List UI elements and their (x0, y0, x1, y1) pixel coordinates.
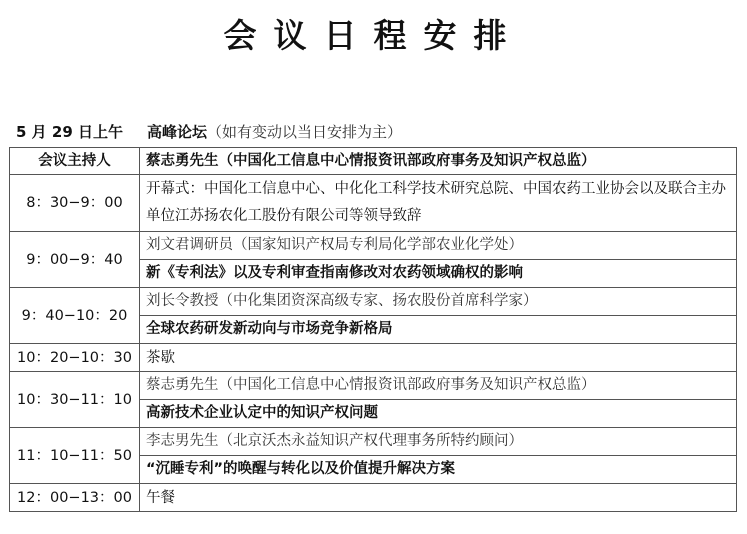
row-time: 10：30−11：10 (10, 372, 140, 428)
page-title: 会议日程安排 (223, 16, 524, 55)
session-forum: 高峰论坛 (146, 123, 207, 141)
row-time: 9：40−10：20 (10, 288, 140, 344)
row-content (140, 288, 737, 344)
session-line (16, 122, 736, 142)
row-topic: 全球农药研发新动向与市场竞争新格局 (140, 315, 736, 343)
row-content (140, 372, 737, 428)
table-row (10, 344, 737, 372)
schedule-table (9, 147, 737, 512)
table-row (10, 288, 737, 344)
table-row (10, 428, 737, 484)
row-text: 茶歇 (140, 344, 737, 372)
row-time: 9：00−9：40 (10, 232, 140, 288)
row-speaker: 李志男先生（北京沃杰永益知识产权代理事务所特约顾问） (146, 433, 523, 449)
row-time: 10：20−10：30 (10, 344, 140, 372)
row-topic: 高新技术企业认定中的知识产权问题 (140, 399, 736, 427)
row-topic: 新《专利法》以及专利审查指南修改对农药领域确权的影响 (140, 259, 736, 287)
row-text: 开幕式：中国化工信息中心、中化化工科学技术研究总院、中国农药工业协会以及联合主办单位江苏扬农化工股份有限公司等领导致辞 (140, 175, 737, 232)
row-time: 8：30−9：00 (10, 175, 140, 232)
header-host-label: 会议主持人 (10, 148, 140, 175)
row-text: 午餐 (140, 484, 737, 512)
row-speaker: 刘文君调研员（国家知识产权局专利局化学部农业化学处） (146, 237, 523, 253)
table-header-row (10, 148, 737, 175)
row-topic: “沉睡专利”的唤醒与转化以及价值提升解决方案 (140, 455, 736, 483)
row-speaker: 刘长令教授（中化集团资深高级专家、扬农股份首席科学家） (146, 293, 538, 309)
table-row (10, 372, 737, 428)
row-content (140, 232, 737, 288)
table-row (10, 232, 737, 288)
row-speaker: 蔡志勇先生（中国化工信息中心情报资讯部政府事务及知识产权总监） (146, 377, 596, 393)
row-time: 12：00−13：00 (10, 484, 140, 512)
table-row (10, 175, 737, 232)
session-note: （如有变动以当日安排为主） (207, 123, 403, 141)
session-date: 5 月 29 日上午 (16, 123, 123, 141)
row-time: 11：10−11：50 (10, 428, 140, 484)
row-content (140, 428, 737, 484)
header-host-name: 蔡志勇先生（中国化工信息中心情报资讯部政府事务及知识产权总监） (140, 148, 737, 175)
table-row (10, 484, 737, 512)
